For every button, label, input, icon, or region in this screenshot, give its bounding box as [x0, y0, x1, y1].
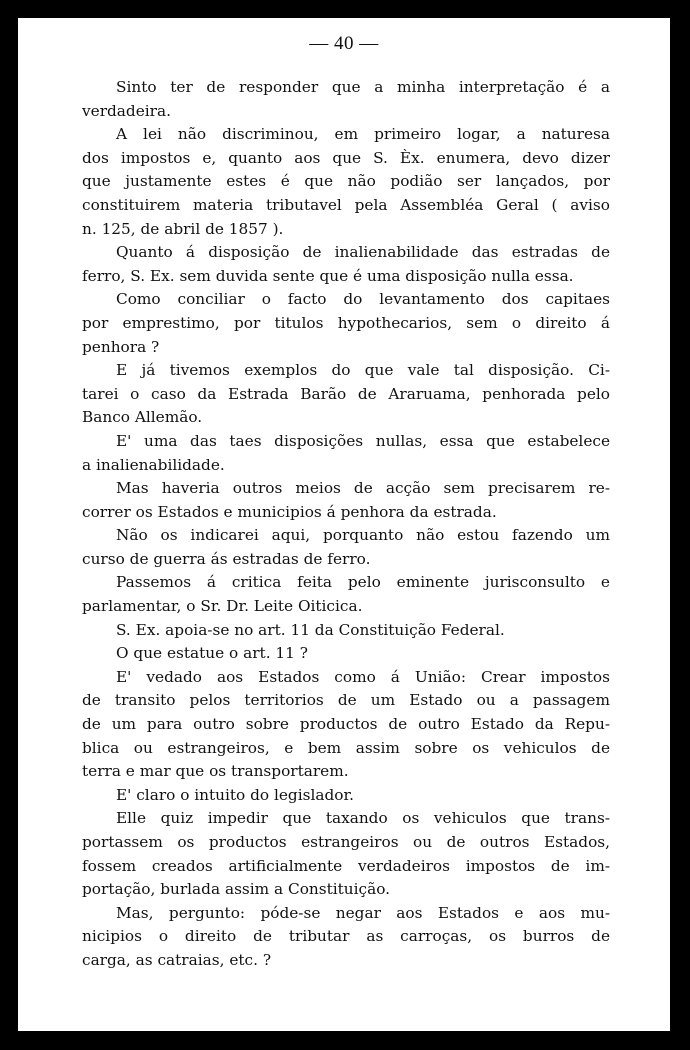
- text-line: constituirem materia tributavel pela Assembléa Geral ( aviso: [82, 195, 610, 214]
- text-line: Como conciliar o facto do levantamento dos capitaes: [116, 290, 610, 309]
- text-line: S. Ex. apoia-se no art. 11 da Constituição Federal.: [116, 620, 505, 639]
- text-line: tarei o caso da Estrada Barão de Araruama, penhorada pelo: [82, 384, 610, 403]
- text-line: portassem os productos estrangeiros ou de outros Estados,: [82, 833, 610, 851]
- text-line: A lei não discriminou, em primeiro logar, a naturesa: [116, 125, 610, 144]
- text-line: terra e mar que os transportarem.: [82, 762, 349, 781]
- text-line: Mas, pergunto: póde-se negar aos Estados e aos mu-: [116, 903, 610, 922]
- text-line: E' uma das taes disposições nullas, essa que estabelece: [116, 431, 610, 450]
- text-line: parlamentar, o Sr. Dr. Leite Oiticica.: [82, 597, 363, 616]
- text-line: nicipios o direito de tributar as carroças, os burros de: [82, 927, 610, 946]
- text-line: Quanto á disposição de inalienabilidade das estradas de: [116, 243, 610, 262]
- text-line: correr os Estados e municipios á penhora da estrada.: [82, 502, 497, 521]
- text-line: E já tivemos exemplos do que vale tal disposição. Ci-: [116, 361, 610, 380]
- text-line: dos impostos e, quanto aos que S. Èx. enumera, devo dizer: [82, 148, 610, 167]
- text-line: Banco Allemão.: [82, 408, 203, 427]
- text-line: por emprestimo, por titulos hypothecarios, sem o direito á: [82, 313, 610, 332]
- text-line: Sinto ter de responder que a minha interpretação é a: [116, 78, 610, 96]
- text-line: de um para outro sobre productos de outro Estado da Repu-: [82, 715, 610, 734]
- page-number: — 40 —: [309, 33, 379, 54]
- text-line: Passemos á critica feita pelo eminente jurisconsulto e: [116, 573, 610, 592]
- text-line: E' claro o intuito do legislador.: [116, 785, 354, 804]
- text-line: verdadeira.: [82, 101, 171, 120]
- text-line: ferro, S. Ex. sem duvida sente que é uma disposição nulla essa.: [82, 266, 574, 285]
- text-line: penhora ?: [82, 337, 160, 356]
- text-line: Mas haveria outros meios de acção sem precisarem re-: [116, 479, 610, 498]
- book-page: [18, 18, 670, 1031]
- body-text: [82, 76, 610, 973]
- text-line: Elle quiz impedir que taxando os vehiculos que trans-: [116, 809, 610, 828]
- text-line: n. 125, de abril de 1857 ).: [82, 219, 284, 238]
- text-line: Não os indicarei aqui, porquanto não estou fazendo um: [116, 526, 610, 545]
- text-line: curso de guerra ás estradas de ferro.: [82, 549, 371, 568]
- text-line: a inalienabilidade.: [82, 455, 225, 474]
- text-line: O que estatue o art. 11 ?: [116, 644, 308, 663]
- text-line: que justamente estes é que não podião ser lançados, por: [82, 172, 610, 191]
- text-line: fossem creados artificialmente verdadeiros impostos de im-: [82, 856, 610, 875]
- text-line: blica ou estrangeiros, e bem assim sobre os vehiculos de: [82, 738, 610, 757]
- text-line: de transito pelos territorios de um Estado ou a passagem: [82, 691, 610, 710]
- text-line: carga, as catraias, etc. ?: [82, 950, 272, 969]
- text-line: E' vedado aos Estados como á União: Crear impostos: [116, 667, 610, 686]
- text-line: portação, burlada assim a Constituição.: [82, 880, 391, 899]
